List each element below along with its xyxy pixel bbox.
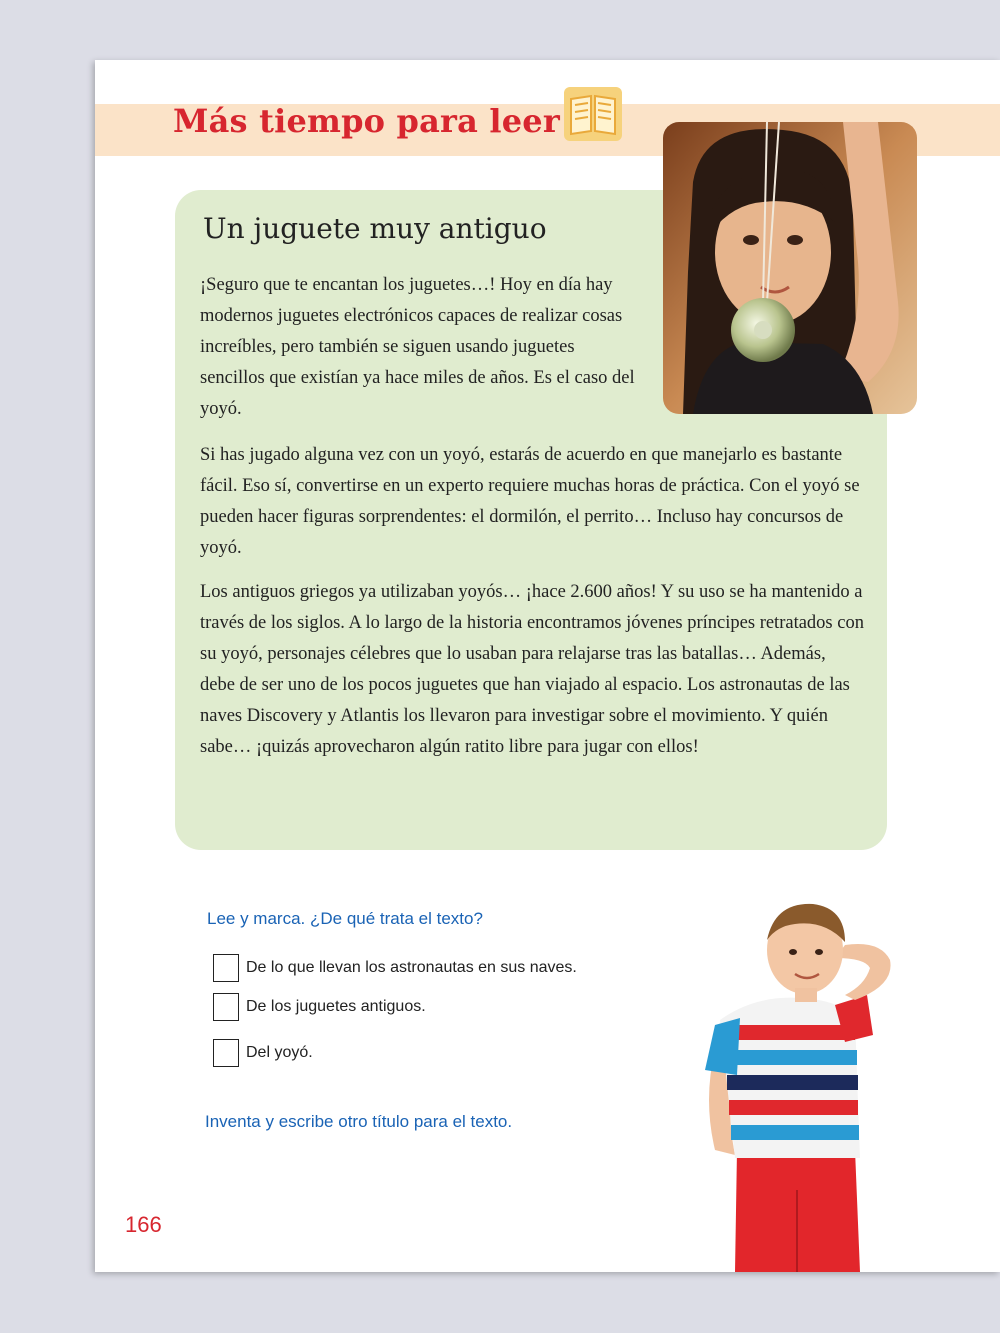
option-label: Del yoyó. [246,1044,313,1061]
reading-paragraph-1: ¡Seguro que te encantan los juguetes…! Hoy en día hay modernos juguetes electrónicos capaces de realizar cosas increíbles, pero también se siguen usando juguetes sencillos que existían ya hace miles de años. Es el caso del yoyó. [200,275,635,419]
option-label: De lo que llevan los astronautas en sus naves. [246,959,577,976]
option-yoyo[interactable] [213,1038,313,1068]
option-label: De los juguetes antiguos. [246,998,426,1015]
checkbox-astronauts[interactable] [213,954,239,982]
open-book-icon [562,85,624,143]
option-astronauts[interactable] [213,953,577,983]
checkbox-ancient-toys[interactable] [213,993,239,1021]
thinking-boy-illustration [695,900,905,1272]
question-new-title: Inventa y escribe otro título para el texto. [205,1112,513,1131]
girl-with-yoyo-photo [663,122,917,414]
page-number: 166 [125,1212,162,1237]
reading-title: Un juguete muy antiguo [203,212,547,245]
textbook-page [95,60,1000,1272]
reading-paragraph-3: Los antiguos griegos ya utilizaban yoyós… ¡hace 2.600 años! Y su uso se ha mantenido a través de los siglos. A lo largo de la historia encontramos jóvenes príncipes retratados con su yoyó, personajes célebres que lo usaban para relajarse tras las batallas… Además, debe de ser uno de los pocos juguetes que han viajado al espacio. Los astronautas de las naves Discovery y Atlantis los llevaron para investigar sobre el movimiento. Y quién sabe… ¡quizás aprovecharon algún ratito libre para jugar con ellos! [200,582,864,757]
question-what-text-about: Lee y marca. ¿De qué trata el texto? [207,909,483,928]
reading-paragraph-2: Si has jugado alguna vez con un yoyó, estarás de acuerdo en que manejarlo es bastante fácil. Eso sí, convertirse en un experto requiere muchas horas de práctica. Con el yoyó se pueden hacer figuras sorprendentes: el dormilón, el perrito… Incluso hay concursos de yoyó. [200,445,860,558]
page-title: Más tiempo para leer [173,102,560,140]
option-ancient-toys[interactable] [213,992,426,1022]
checkbox-yoyo[interactable] [213,1039,239,1067]
